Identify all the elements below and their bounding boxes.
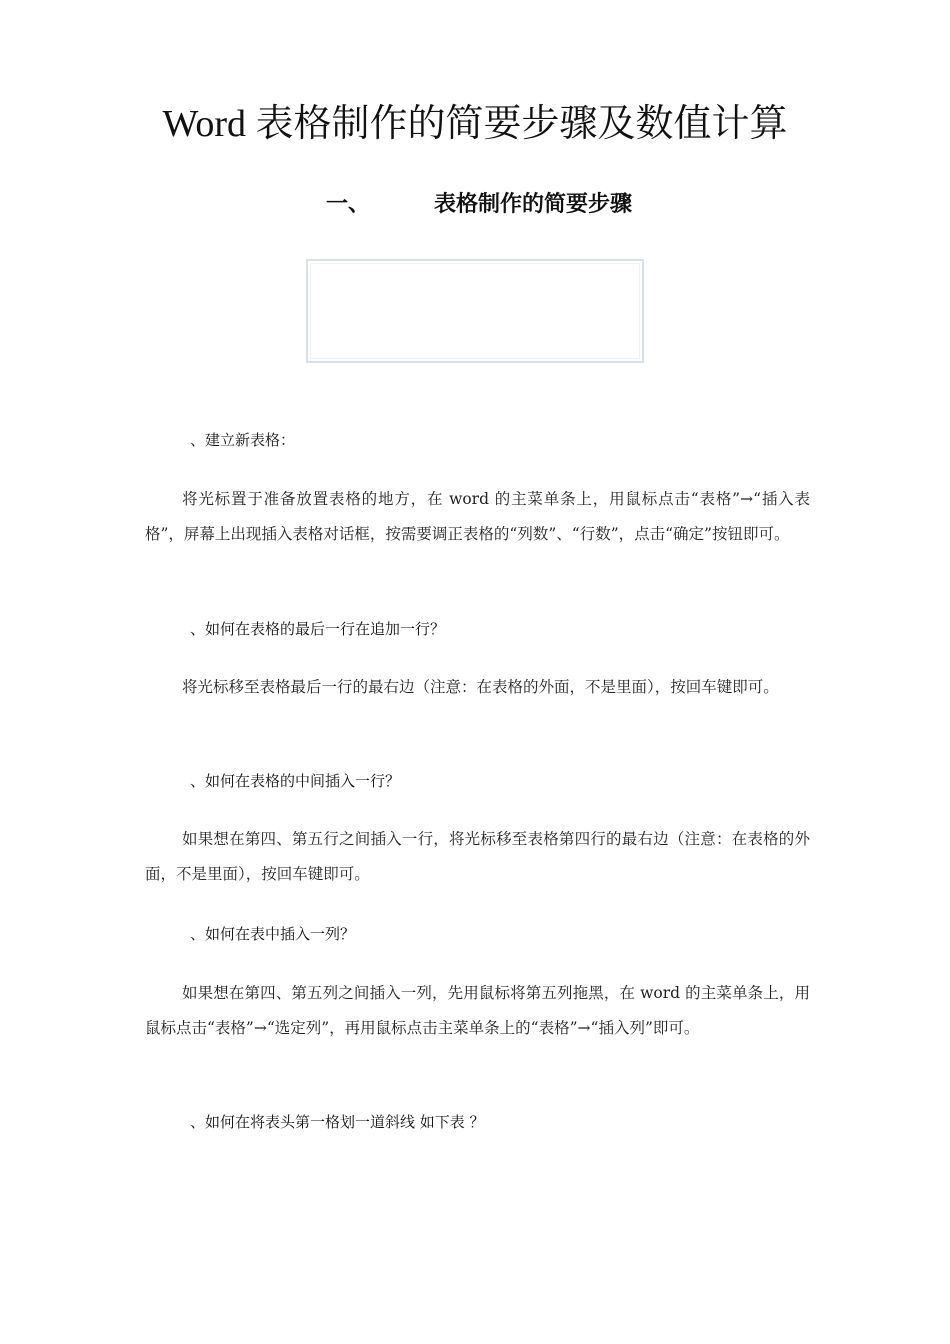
- step-body-insert-row: 如果想在第四、第五行之间插入一行，将光标移至表格第四行的最右边（注意：在表格的外面，不是里面），按回车键即可。: [145, 830, 810, 883]
- step-body-append-row: 将光标移至表格最后一行的最右边（注意：在表格的外面，不是里面），按回车键即可。: [182, 678, 779, 696]
- step-heading-new-table: 、建立新表格：: [190, 431, 296, 449]
- step-body-insert-column: 如果想在第四、第五列之间插入一列，先用鼠标将第五列拖黑，在 word 的主菜单条上，用鼠标点击“表格”→“选定列”，再用鼠标点击主菜单条上的“表格”→“插入列”即可。: [145, 984, 810, 1037]
- step-heading-append-row: 、如何在表格的最后一行在追加一行？: [190, 620, 446, 638]
- step-heading-diagonal-line: 、如何在将表头第一格划一道斜线 如下表 ？: [190, 1113, 485, 1131]
- step-heading-insert-row: 、如何在表格的中间插入一行？: [190, 772, 401, 790]
- section-number: 一、: [326, 192, 371, 217]
- step-body-new-table: 将光标置于准备放置表格的地方，在 word 的主菜单条上，用鼠标点击“表格”→“插入表格”，屏幕上出现插入表格对话框，按需要调正表格的“列数”、“行数”，点击“确定”按钮即可。: [145, 490, 810, 543]
- section-heading: 表格制作的简要步骤: [434, 192, 633, 217]
- empty-image-frame: [306, 259, 644, 363]
- step-heading-insert-column: 、如何在表中插入一列？: [190, 925, 356, 943]
- document-title: Word 表格制作的简要步骤及数值计算: [162, 103, 788, 145]
